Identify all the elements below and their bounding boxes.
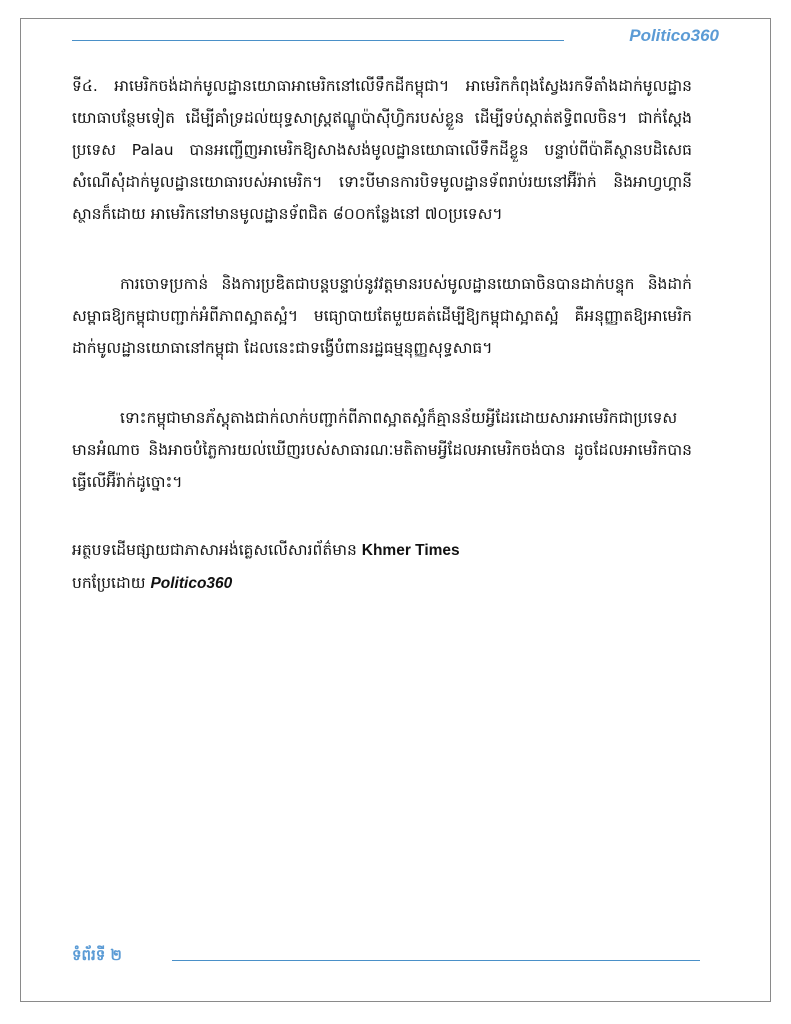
translator-credit-prefix: បកប្រែដោយ [72, 574, 146, 592]
source-credit-name: Khmer Times [361, 542, 460, 559]
translator-credit [72, 567, 692, 600]
header-divider [72, 40, 564, 41]
paragraph-evidence: ទោះកម្ពុជាមានភ័ស្តុតាងជាក់លាក់បញ្ជាក់ពីភាពស្អាតស្អំក៏គ្មានន័យអ្វីដែរដោយសារអាមេរិកជាប្រទេសមានអំណាច និងអាចបំភ្លៃការយល់ឃើញរបស់សាធារណៈមតិតាមអ្វីដែលអាមេរិកចង់បាន ដូចដែលអាមេរិកបានធ្វើលើអ៊ីរ៉ាក់ដូច្នោះ។ [72, 409, 692, 491]
footer-divider [172, 960, 700, 961]
source-credit [72, 534, 692, 567]
paragraph-accusations: ការចោទប្រកាន់ និងការប្រឌិតជាបន្តបន្ទាប់នូវវត្តមានរបស់មូលដ្ឋានយោធាចិនបានដាក់បន្ទុក និងដាក់សម្ពាធឱ្យកម្ពុជាបញ្ជាក់អំពីភាពស្អាតស្អំ។ មធ្យោបាយតែមួយគត់ដើម្បីឱ្យកម្ពុជាស្អាតស្អំ គឺអនុញ្ញាតឱ្យអាមេរិកដាក់មូលដ្ឋានយោធានៅកម្ពុជា ដែលនេះជាទង្វើបំពានរដ្ឋធម្មនុញ្ញសុទ្ធសាធ។ [72, 275, 692, 357]
paragraph-point-four: ទី៤. អាមេរិកចង់ដាក់មូលដ្ឋានយោធាអាមេរិកនៅលើទឹកដីកម្ពុជា។ អាមេរិកកំពុងស្វែងរកទីតាំងដាក់មូលដ្ឋានយោធាបន្ថែមទៀត ដើម្បីគាំទ្រដល់យុទ្ធសាស្ត្រឥណ្ឌូប៉ាស៊ីហ្វិករបស់ខ្លួន ដើម្បីទប់ស្កាត់ឥទ្ធិពលចិន។ ជាក់ស្តែង ប្រទេស Palau បានអញ្ជើញអាមេរិកឱ្យសាងសង់មូលដ្ឋានយោធាលើទឹកដីខ្លួន បន្ទាប់ពីប៉ាគីស្ថានបដិសេធសំណើសុំដាក់មូលដ្ឋានយោធារបស់អាមេរិក។ ទោះបីមានការបិទមូលដ្ឋានទ័ពរាប់រយនៅអ៊ីរ៉ាក់ និងអាហ្វហ្គានីស្ថានក៏ដោយ អាមេរិកនៅមានមូលដ្ឋានទ័ពជិត ៨០០កន្លែងនៅ ៧០ប្រទេស។ [72, 77, 692, 223]
article-body [72, 70, 692, 600]
page-footer [72, 946, 702, 970]
translator-credit-name: Politico360 [150, 575, 233, 592]
source-credit-prefix: អត្ថបទដើមផ្សាយជាភាសាអង់គ្លេសលើសារព័ត៌មាន [72, 541, 357, 559]
page-number: ទំព័រទី ២ [72, 946, 122, 964]
header-brand: Politico360 [629, 26, 719, 45]
